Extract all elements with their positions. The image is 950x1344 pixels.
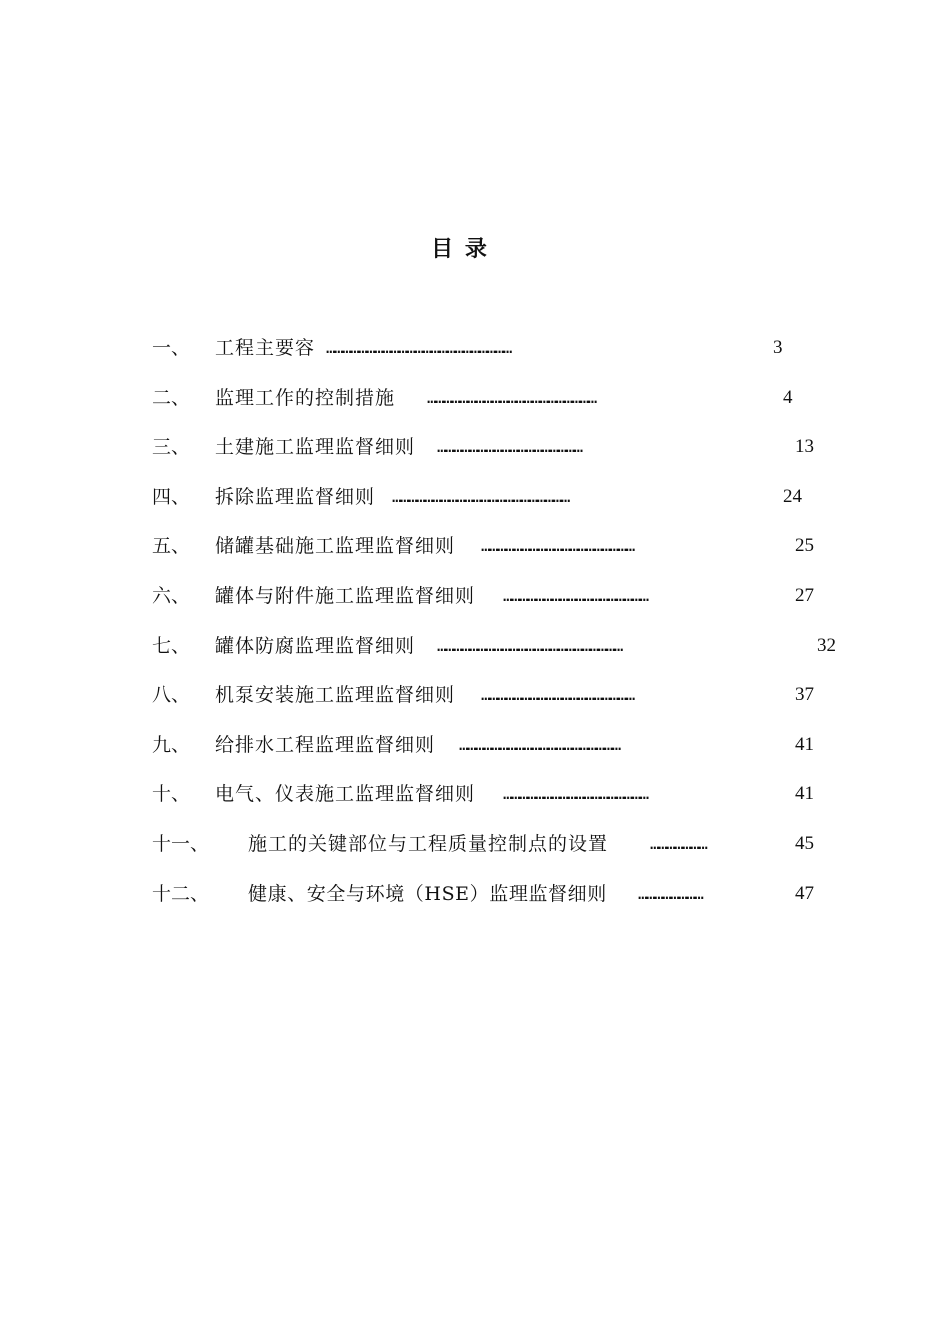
toc-entry-number: 十二、	[152, 882, 210, 905]
toc-leader-dots: …………………………………………………	[481, 685, 634, 705]
toc-entry-9[interactable]	[0, 730, 950, 780]
toc-entry-10[interactable]	[0, 779, 950, 829]
toc-entry-label: 工程主要容	[215, 337, 316, 359]
toc-page-number: 45	[795, 832, 814, 854]
toc-leader-dots: ………………………………………………………	[427, 387, 596, 407]
toc-entry-12[interactable]	[0, 879, 950, 929]
toc-entry-label: 施工的关键部位与工程质量控制点的设置	[248, 832, 609, 855]
toc-entry-5[interactable]	[0, 531, 950, 581]
toc-page-number: 32	[817, 634, 836, 656]
toc-entry-4[interactable]	[0, 482, 950, 532]
toc-entry-label: 健康、安全与环境（HSE）监理监督细则	[248, 882, 607, 905]
table-of-contents	[0, 333, 950, 928]
toc-page-number: 3	[773, 337, 783, 358]
toc-title: 目 录	[431, 236, 489, 262]
toc-entry-7[interactable]	[0, 631, 950, 681]
toc-entry-11[interactable]	[0, 829, 950, 879]
toc-leader-dots: ……………………………………………………………	[437, 635, 622, 655]
toc-entry-label: 罐体防腐监理监督细则	[215, 634, 416, 657]
toc-page-number: 25	[795, 535, 814, 557]
toc-page-number: 13	[795, 436, 814, 458]
toc-leader-dots: ……………………………………………………………	[326, 338, 511, 357]
toc-entry-label: 储罐基础施工监理监督细则	[215, 535, 456, 558]
toc-page-number: 27	[795, 584, 814, 606]
toc-entry-1[interactable]	[0, 333, 950, 383]
toc-entry-label: 土建施工监理监督细则	[215, 436, 416, 459]
toc-entry-number: 五、	[152, 535, 191, 558]
toc-entry-number: 四、	[152, 485, 191, 508]
toc-entry-label: 监理工作的控制措施	[215, 386, 396, 409]
toc-entry-label: 机泵安装施工监理监督细则	[215, 684, 456, 707]
toc-entry-number: 九、	[152, 733, 191, 756]
toc-page-number: 4	[783, 386, 793, 408]
toc-entry-label: 罐体与附件施工监理监督细则	[215, 584, 476, 607]
toc-entry-number: 七、	[152, 634, 191, 657]
toc-leader-dots: ……………………	[638, 883, 703, 903]
toc-entry-2[interactable]	[0, 383, 950, 433]
toc-page-number: 24	[783, 485, 802, 507]
toc-entry-number: 二、	[152, 386, 191, 409]
toc-leader-dots: …………………………………………………	[481, 536, 634, 556]
toc-entry-number: 八、	[152, 684, 191, 707]
toc-leader-dots: ………………………………………………	[503, 784, 648, 804]
toc-entry-label: 拆除监理监督细则	[215, 485, 376, 508]
toc-entry-number: 三、	[152, 436, 191, 459]
toc-entry-6[interactable]	[0, 581, 950, 631]
toc-entry-number: 十一、	[152, 832, 210, 855]
toc-page-number: 47	[795, 882, 814, 904]
toc-entry-3[interactable]	[0, 432, 950, 482]
toc-entry-number: 一、	[152, 337, 191, 359]
toc-page-number: 37	[795, 684, 814, 706]
toc-entry-number: 十、	[152, 783, 191, 806]
toc-leader-dots: ………………………………………………	[437, 437, 582, 457]
toc-entry-label: 给排水工程监理监督细则	[215, 733, 436, 756]
toc-leader-dots: ……………………………………………………	[459, 734, 620, 754]
toc-entry-8[interactable]	[0, 680, 950, 730]
toc-page-number: 41	[795, 783, 814, 805]
toc-leader-dots: …………………………………………………………	[392, 486, 569, 506]
toc-entry-label: 电气、仪表施工监理监督细则	[215, 783, 476, 806]
toc-leader-dots: ………………………………………………	[503, 585, 648, 605]
toc-entry-number: 六、	[152, 584, 191, 607]
toc-page-number: 41	[795, 733, 814, 755]
toc-leader-dots: …………………	[650, 833, 707, 853]
